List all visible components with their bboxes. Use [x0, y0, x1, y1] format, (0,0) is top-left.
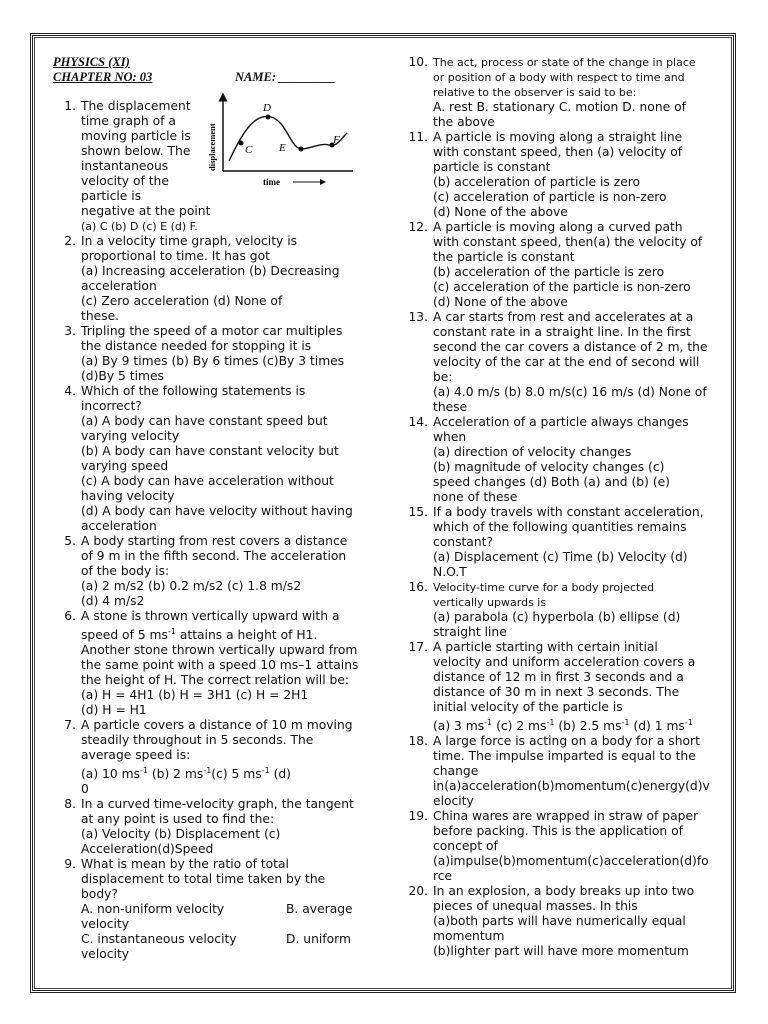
question-line: Which of the following statements is [81, 384, 306, 398]
question-line: pieces of unequal masses. In this [433, 899, 638, 914]
question-number: 8. [64, 797, 76, 812]
question-8 [53, 797, 363, 857]
question-line: shown below. The [81, 144, 191, 158]
question-number: 10. [408, 55, 428, 69]
question-line: varying velocity [81, 429, 180, 443]
right-column [405, 55, 715, 959]
answer-options [81, 902, 363, 962]
question-line: (c) acceleration of the particle is non-zero [433, 280, 691, 294]
question-number: 2. [64, 234, 76, 248]
question-line: velocity of the car at the end of second will [433, 355, 700, 369]
superscript: -1 [621, 718, 630, 727]
question-line: Acceleration of a particle always changes [433, 415, 689, 429]
question-line: constant? [433, 535, 493, 549]
answer-options [81, 763, 363, 782]
text-segment: attains a height of H1. [175, 628, 318, 643]
question-line: A particle is moving along a curved path [433, 220, 683, 234]
question-line: initial velocity of the particle is [433, 700, 623, 714]
question-number: 16. [408, 580, 428, 594]
point-f-label: F [333, 134, 340, 146]
question-number: 11. [408, 130, 428, 144]
question-15 [405, 505, 715, 580]
superscript: -1 [139, 766, 148, 776]
question-5 [53, 534, 363, 609]
superscript: -1 [167, 627, 176, 636]
question-line: proportional to time. It has got [81, 249, 270, 263]
question-16 [405, 580, 715, 640]
question-line: distance of 30 m in next 3 seconds. The [433, 685, 680, 699]
question-line: China wares are wrapped in straw of paper [433, 809, 699, 824]
question-line: (a) 2 m/s2 (b) 0.2 m/s2 (c) 1.8 m/s2 [81, 579, 302, 593]
question-line: N.O.T [433, 565, 467, 579]
question-line: (b) acceleration of particle is zero [433, 175, 641, 189]
question-line: (c) A body can have acceleration without [81, 474, 334, 488]
question-line: particle is constant [433, 160, 551, 174]
question-10 [405, 55, 715, 130]
question-line: having velocity [81, 489, 175, 503]
answer-options [433, 715, 715, 734]
question-line: the same point with a speed 10 ms–1 attains [81, 658, 359, 673]
superscript: -1 [684, 718, 693, 727]
superscript: -1 [261, 766, 270, 776]
question-line: A particle starting with certain initial [433, 640, 658, 654]
option-b: B. average [286, 902, 353, 917]
question-line: velocity of the [81, 174, 169, 188]
question-line: which of the following quantities remains [433, 520, 687, 534]
option-a: (a) 10 ms [81, 767, 140, 782]
question-line: Velocity-time curve for a body projected [433, 581, 655, 594]
option-a-cont: velocity [81, 917, 130, 932]
option-d: (d) [269, 767, 291, 782]
question-line: varying speed [81, 459, 169, 473]
question-number: 18. [408, 734, 428, 749]
option-c: (c) 5 ms [211, 767, 262, 782]
question-line: instantaneous [81, 159, 169, 173]
question-line: with constant speed, then (a) velocity of [433, 145, 683, 159]
question-19 [405, 809, 715, 884]
question-number: 4. [64, 384, 76, 398]
question-9 [53, 857, 363, 962]
superscript: -1 [546, 718, 555, 727]
question-number: 9. [64, 857, 76, 872]
question-line: none of these [433, 490, 518, 504]
question-line: time graph of a [81, 114, 176, 128]
option-d: D. uniform [286, 932, 351, 947]
question-number: 13. [408, 310, 428, 324]
question-line: (d) None of the above [433, 205, 568, 219]
question-line: in(a)acceleration(b)momentum(c)energy(d)v [433, 779, 710, 794]
option-d: (d) 1 ms [629, 719, 685, 734]
question-14 [405, 415, 715, 505]
question-line: relative to the observer is said to be: [433, 86, 637, 99]
question-number: 15. [408, 505, 428, 519]
question-line: In a velocity time graph, velocity is [81, 234, 298, 248]
point-d-label: D [263, 102, 271, 114]
question-number: 6. [64, 609, 76, 623]
question-line: (a) Increasing acceleration (b) Decreasing [81, 264, 340, 278]
question-line: speed changes (d) Both (a) and (b) (e) [433, 475, 670, 489]
question-line [81, 624, 363, 643]
question-line: straight line [433, 625, 507, 639]
question-line: before packing. This is the application of [433, 824, 683, 839]
question-line: velocity and uniform acceleration covers a [433, 655, 696, 669]
point-d-marker [266, 115, 271, 120]
question-number: 7. [64, 718, 76, 733]
question-line: with constant speed, then(a) the velocity of [433, 235, 703, 249]
subject-title: PHYSICS (XI) [53, 55, 130, 69]
question-20 [405, 884, 715, 959]
question-17 [405, 640, 715, 734]
question-line: (c) acceleration of particle is non-zero [433, 190, 667, 204]
question-3 [53, 324, 363, 384]
question-7 [53, 718, 363, 797]
question-line: In a curved time-velocity graph, the tangent [81, 797, 354, 812]
question-line: (a) Velocity (b) Displacement (c) [81, 827, 281, 842]
question-line: In an explosion, a body breaks up into two [433, 884, 695, 899]
question-line: A. rest B. stationary C. motion D. none of [433, 100, 686, 114]
question-line: (b) A body can have constant velocity but [81, 444, 339, 458]
question-line: (a) direction of velocity changes [433, 445, 632, 459]
question-line: body? [81, 887, 118, 902]
question-line: change [433, 764, 479, 779]
question-line: of 9 m in the fifth second. The acceleration [81, 549, 347, 563]
question-number: 3. [64, 324, 76, 338]
question-line: (a)impulse(b)momentum(c)acceleration(d)fo [433, 854, 709, 869]
question-line: (b)lighter part will have more momentum [433, 944, 689, 959]
option-b: (b) 2 ms [147, 767, 204, 782]
question-line: negative at the point [81, 204, 211, 218]
question-line: (d) H = H1 [81, 703, 147, 718]
point-e-marker [299, 147, 304, 152]
question-line: these. [81, 309, 120, 323]
name-label: NAME: _________ [235, 70, 336, 84]
question-4 [53, 384, 363, 534]
question-line: A body starting from rest covers a distance [81, 534, 348, 548]
question-line: average speed is: [81, 748, 191, 763]
chapter-title: CHAPTER NO: 03 [53, 70, 153, 84]
text-segment: speed of 5 ms [81, 628, 168, 643]
question-line: (a)both parts will have numerically equal [433, 914, 686, 929]
question-line: when [433, 430, 467, 444]
question-line: incorrect? [81, 399, 142, 413]
question-line: A particle is moving along a straight line [433, 130, 683, 144]
question-line: (d) 4 m/s2 [81, 594, 145, 608]
question-line: vertically upwards is [433, 596, 547, 609]
question-line: particle is [81, 189, 142, 203]
answer-options: (a) C (b) D (c) E (d) F. [81, 220, 198, 233]
question-line: moving particle is [81, 129, 191, 143]
question-number: 12. [408, 220, 428, 234]
question-line: (d)By 5 times [81, 369, 164, 383]
question-line: (a) By 9 times (b) By 6 times (c)By 3 times [81, 354, 345, 368]
question-number: 5. [64, 534, 76, 548]
question-12 [405, 220, 715, 310]
question-line: The act, process or state of the change in place [433, 56, 696, 69]
question-line: be: [433, 370, 453, 384]
question-line: concept of [433, 839, 498, 854]
option-b: (b) 2.5 ms [554, 719, 622, 734]
question-number: 19. [408, 809, 428, 824]
question-line: (a) H = 4H1 (b) H = 3H1 (c) H = 2H1 [81, 688, 309, 703]
point-e-label: E [279, 142, 286, 154]
question-line: Acceleration(d)Speed [81, 842, 214, 857]
question-2 [53, 234, 363, 324]
question-number: 17. [408, 640, 428, 654]
question-line: momentum [433, 929, 505, 944]
question-line: (b) acceleration of the particle is zero [433, 265, 665, 279]
question-line: these [433, 400, 468, 414]
left-column [53, 55, 363, 962]
question-number: 1. [64, 99, 76, 113]
option-c-cont: velocity [81, 947, 130, 962]
question-line: the particle is constant [433, 250, 575, 264]
question-line: steadily throughout in 5 seconds. The [81, 733, 314, 748]
displacement-time-graph [203, 91, 363, 187]
question-line: or position of a body with respect to time and [433, 71, 685, 84]
question-line: (b) magnitude of velocity changes (c) [433, 460, 665, 474]
question-line: acceleration [81, 279, 157, 293]
question-line: If a body travels with constant acceleration, [433, 505, 704, 519]
question-line: rce [433, 869, 453, 884]
question-line: (c) Zero acceleration (d) None of [81, 294, 283, 308]
question-line: at any point is used to find the: [81, 812, 275, 827]
graph-y-label: displacement [207, 123, 217, 171]
question-line: elocity [433, 794, 474, 809]
question-number: 14. [408, 415, 428, 429]
question-line: 0 [81, 782, 89, 797]
question-line: time. The impulse imparted is equal to the [433, 749, 696, 764]
question-18 [405, 734, 715, 809]
question-line: A particle covers a distance of 10 m moving [81, 718, 353, 733]
question-line: Tripling the speed of a motor car multiples [81, 324, 343, 338]
question-line: of the body is: [81, 564, 170, 578]
question-line: constant rate in a straight line. In the first [433, 325, 691, 339]
option-c: C. instantaneous velocity [81, 932, 237, 947]
question-line: A car starts from rest and accelerates at a [433, 310, 694, 324]
question-line: distance of 12 m in first 3 seconds and a [433, 670, 684, 684]
question-line: What is mean by the ratio of total [81, 857, 289, 872]
option-a: A. non-uniform velocity [81, 902, 225, 917]
question-line: acceleration [81, 519, 157, 533]
graph-x-label: time [263, 177, 280, 187]
superscript: -1 [203, 766, 212, 776]
question-1 [53, 99, 363, 234]
question-line: the distance needed for stopping it is [81, 339, 312, 353]
question-line: (a) parabola (c) hyperbola (b) ellipse (d) [433, 610, 681, 624]
question-line: Another stone thrown vertically upward from [81, 643, 358, 658]
point-c-marker [239, 141, 244, 146]
question-line: A stone is thrown vertically upward with a [81, 609, 340, 623]
question-line: the height of H. The correct relation will be: [81, 673, 350, 688]
question-6 [53, 609, 363, 718]
question-line: The displacement [81, 99, 191, 113]
question-line: the above [433, 115, 495, 129]
question-number: 20. [408, 884, 428, 899]
question-line: (a) A body can have constant speed but [81, 414, 328, 428]
question-line: displacement to total time taken by the [81, 872, 326, 887]
question-line: (d) None of the above [433, 295, 568, 309]
point-c-label: C [245, 144, 253, 156]
option-a: (a) 3 ms [433, 719, 485, 734]
question-line: second the car covers a distance of 2 m, the [433, 340, 708, 354]
question-line: (d) A body can have velocity without having [81, 504, 353, 518]
question-13 [405, 310, 715, 415]
superscript: -1 [484, 718, 493, 727]
option-c: (c) 2 ms [492, 719, 547, 734]
question-line: A large force is acting on a body for a short [433, 734, 700, 749]
question-11 [405, 130, 715, 220]
question-line: (a) 4.0 m/s (b) 8.0 m/s(c) 16 m/s (d) None of [433, 385, 707, 399]
question-line: (a) Displacement (c) Time (b) Velocity (d) [433, 550, 688, 564]
